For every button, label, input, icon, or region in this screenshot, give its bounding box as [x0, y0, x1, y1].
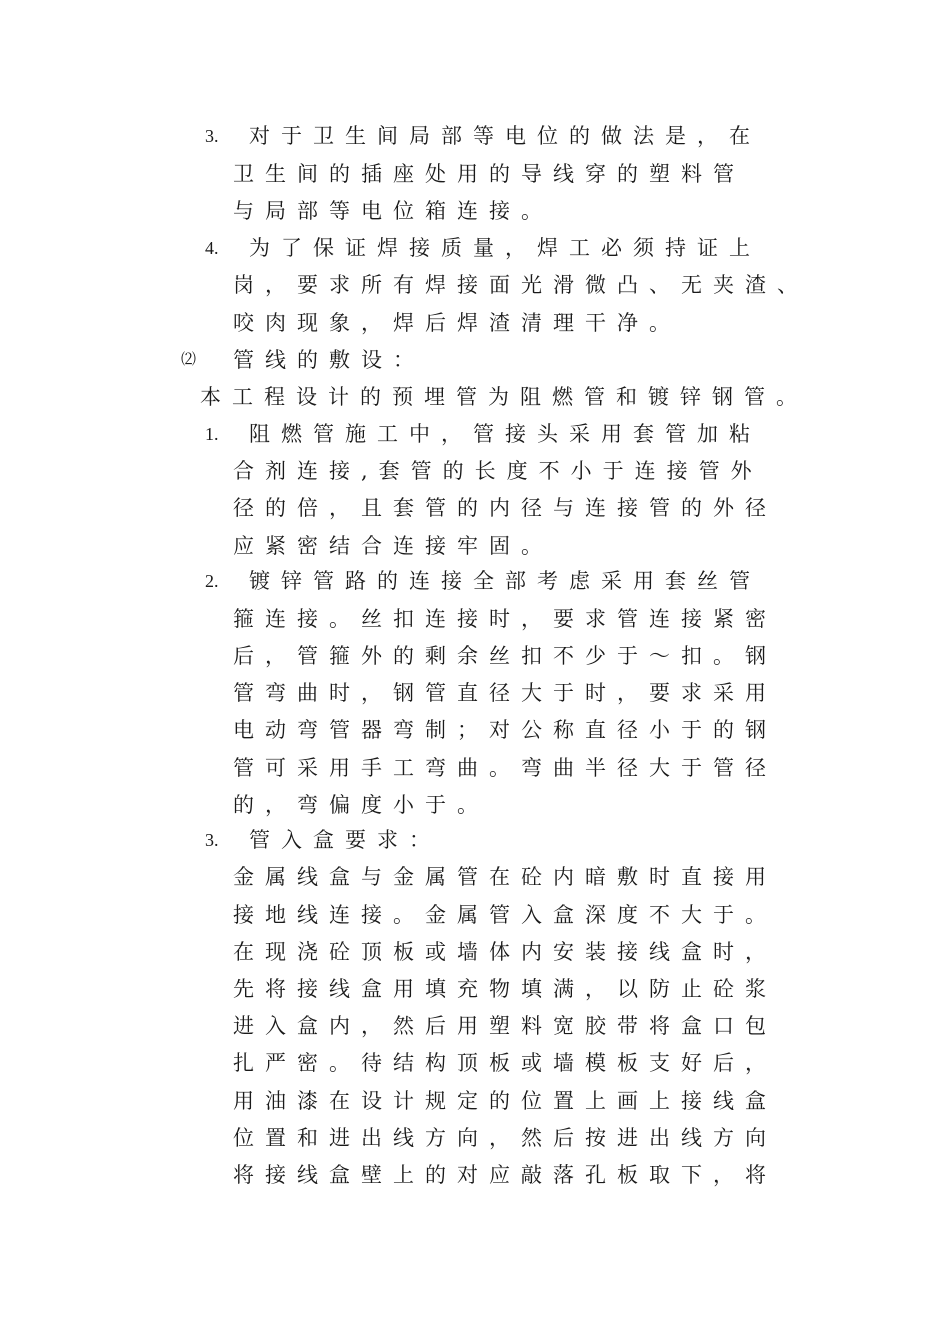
list-number: 3.	[205, 126, 219, 146]
paragraph-line: 电动弯管器弯制；对公称直径小于的钢	[233, 718, 777, 742]
paragraph-line: 本工程设计的预埋管为阻燃管和镀锌钢管。	[200, 385, 808, 409]
section-heading: 管线的敷设：	[233, 348, 425, 372]
paragraph-line: 镀锌管路的连接全部考虑采用套丝管	[249, 569, 761, 593]
paragraph-line: 与局部等电位箱连接。	[233, 199, 553, 223]
item-title: 管入盒要求：	[249, 828, 441, 852]
paragraph-line: 扎严密。待结构顶板或墙模板支好后，	[233, 1051, 777, 1075]
list-number: 3.	[205, 830, 219, 850]
paragraph-line: 咬肉现象，焊后焊渣清理干净。	[233, 311, 681, 335]
list-number: 2.	[205, 571, 219, 591]
paragraph-line: 接地线连接。金属管入盒深度不大于。	[233, 903, 777, 927]
paragraph-line: 为了保证焊接质量，焊工必须持证上	[249, 236, 761, 260]
paragraph-line: 应紧密结合连接牢固。	[233, 534, 553, 558]
paragraph-line: 岗，要求所有焊接面光滑微凸、无夹渣、	[233, 273, 809, 297]
paragraph-line: 卫生间的插座处用的导线穿的塑料管	[233, 162, 745, 186]
paragraph-line: 径的倍，且套管的内径与连接管的外径	[233, 496, 777, 520]
paragraph-line: 在现浇砼顶板或墙体内安装接线盒时，	[233, 940, 777, 964]
section-number: ⑵	[181, 352, 197, 368]
paragraph-line: 对于卫生间局部等电位的做法是，在	[249, 124, 761, 148]
paragraph-line: 将接线盒壁上的对应敲落孔板取下，将	[233, 1163, 777, 1187]
paragraph-line: 管可采用手工弯曲。弯曲半径大于管径	[233, 756, 777, 780]
paragraph-line: 合剂连接,套管的长度不小于连接管外	[233, 459, 763, 483]
paragraph-line: 位置和进出线方向，然后按进出线方向	[233, 1126, 777, 1150]
list-number: 1.	[205, 424, 219, 444]
paragraph-line: 的，弯偏度小于。	[233, 793, 489, 817]
paragraph-line: 管弯曲时，钢管直径大于时，要求采用	[233, 681, 777, 705]
list-number: 4.	[205, 238, 219, 258]
paragraph-line: 先将接线盒用填充物填满，以防止砼浆	[233, 977, 777, 1001]
paragraph-line: 用油漆在设计规定的位置上画上接线盒	[233, 1089, 777, 1113]
paragraph-line: 箍连接。丝扣连接时，要求管连接紧密	[233, 607, 777, 631]
paragraph-line: 进入盒内，然后用塑料宽胶带将盒口包	[233, 1014, 777, 1038]
paragraph-line: 阻燃管施工中，管接头采用套管加粘	[249, 422, 761, 446]
paragraph-line: 后，管箍外的剩余丝扣不少于～扣。钢	[233, 644, 777, 668]
paragraph-line: 金属线盒与金属管在砼内暗敷时直接用	[233, 865, 777, 889]
